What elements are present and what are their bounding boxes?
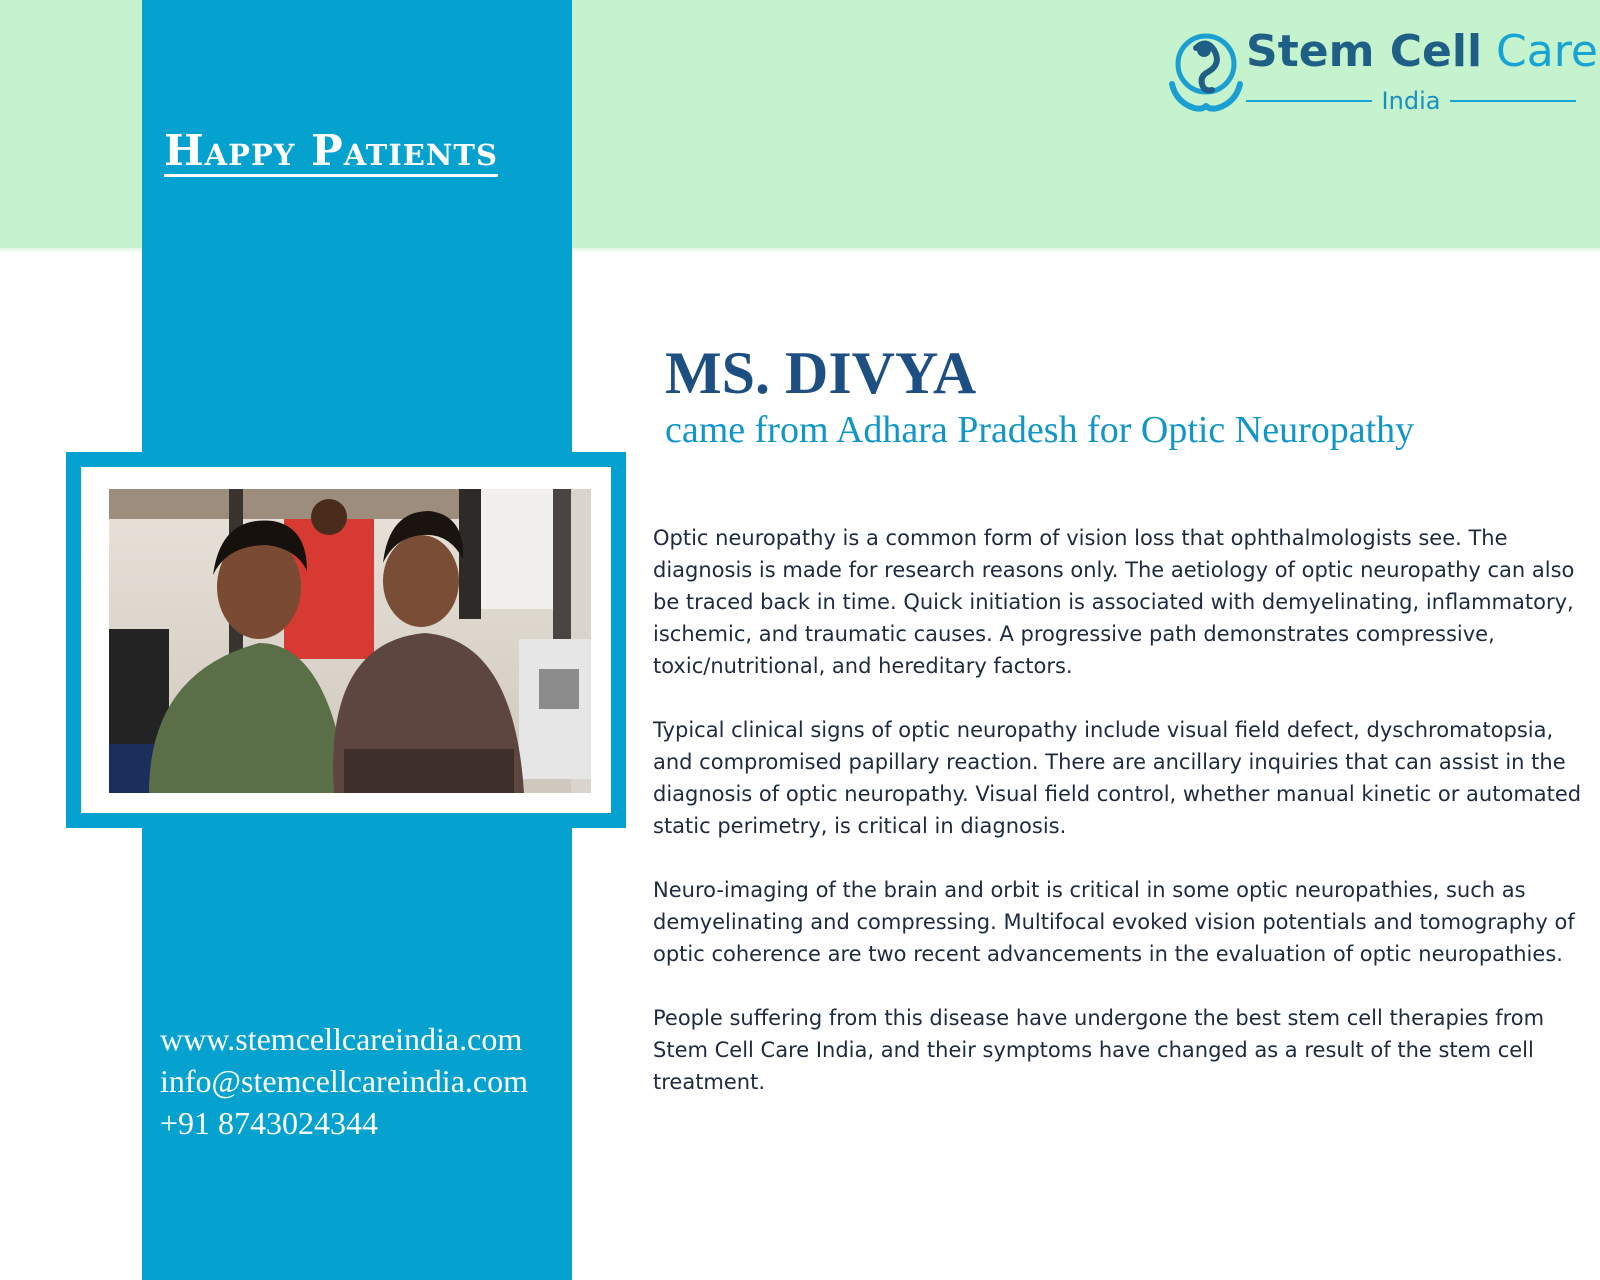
- contact-block: [160, 1018, 528, 1144]
- brand-name: [1246, 26, 1598, 77]
- patient-photo: [109, 489, 591, 793]
- embryo-hands-logo-icon: [1166, 26, 1246, 116]
- photo-mat: [81, 467, 611, 813]
- website-link[interactable]: www.stemcellcareindia.com: [160, 1021, 523, 1057]
- article-paragraph: People suffering from this disease have undergone the best stem cell therapies from Stem Cell Care India, and their symptoms have changed as a result of the stem cell treatment.: [653, 1006, 1545, 1094]
- brand-name-part1: Stem Cell: [1246, 26, 1483, 77]
- patient-name: MS. DIVYA: [665, 340, 977, 406]
- phone-number[interactable]: +91 8743024344: [160, 1105, 379, 1141]
- brand-subtitle-row: [1246, 86, 1576, 116]
- article-body: [653, 522, 1593, 1130]
- article-paragraph: Neuro-imaging of the brain and orbit is critical in some optic neuropathies, such as demyelinating and compressing. Multifocal evoked vision potentials and tomography of optic coherence are two recent advancements in the evaluation of optic neuropathies.: [653, 878, 1575, 966]
- brand-logo[interactable]: [1166, 24, 1598, 120]
- section-heading: Happy Patients: [164, 126, 498, 175]
- brand-subtitle: India: [1381, 87, 1441, 115]
- article-paragraph: Optic neuropathy is a common form of vision loss that ophthalmologists see. The diagnosis is made for research reasons only. The aetiology of optic neuropathy can also be traced back in time. Quick initiation is associated with demyelinating, inflammatory, ischemic, and traumatic causes. A progressive path demonstrates compressive, toxic/nutritional, and hereditary factors.: [653, 526, 1575, 678]
- patient-subtitle: came from Adhara Pradesh for Optic Neuropathy: [665, 409, 1415, 451]
- article-paragraph: Typical clinical signs of optic neuropathy include visual field defect, dyschromatopsia, and compromised papillary reaction. There are ancillary inquiries that can assist in the diagnosis of optic neuropathy. Visual field control, whether manual kinetic or automated static perimetry, is critical in diagnosis.: [653, 718, 1582, 838]
- email-link[interactable]: info@stemcellcareindia.com: [160, 1063, 528, 1099]
- brand-divider-left: [1246, 100, 1372, 102]
- brand-divider-right: [1450, 100, 1576, 102]
- photo-frame: [66, 452, 626, 828]
- brand-name-part2: Care: [1496, 26, 1598, 77]
